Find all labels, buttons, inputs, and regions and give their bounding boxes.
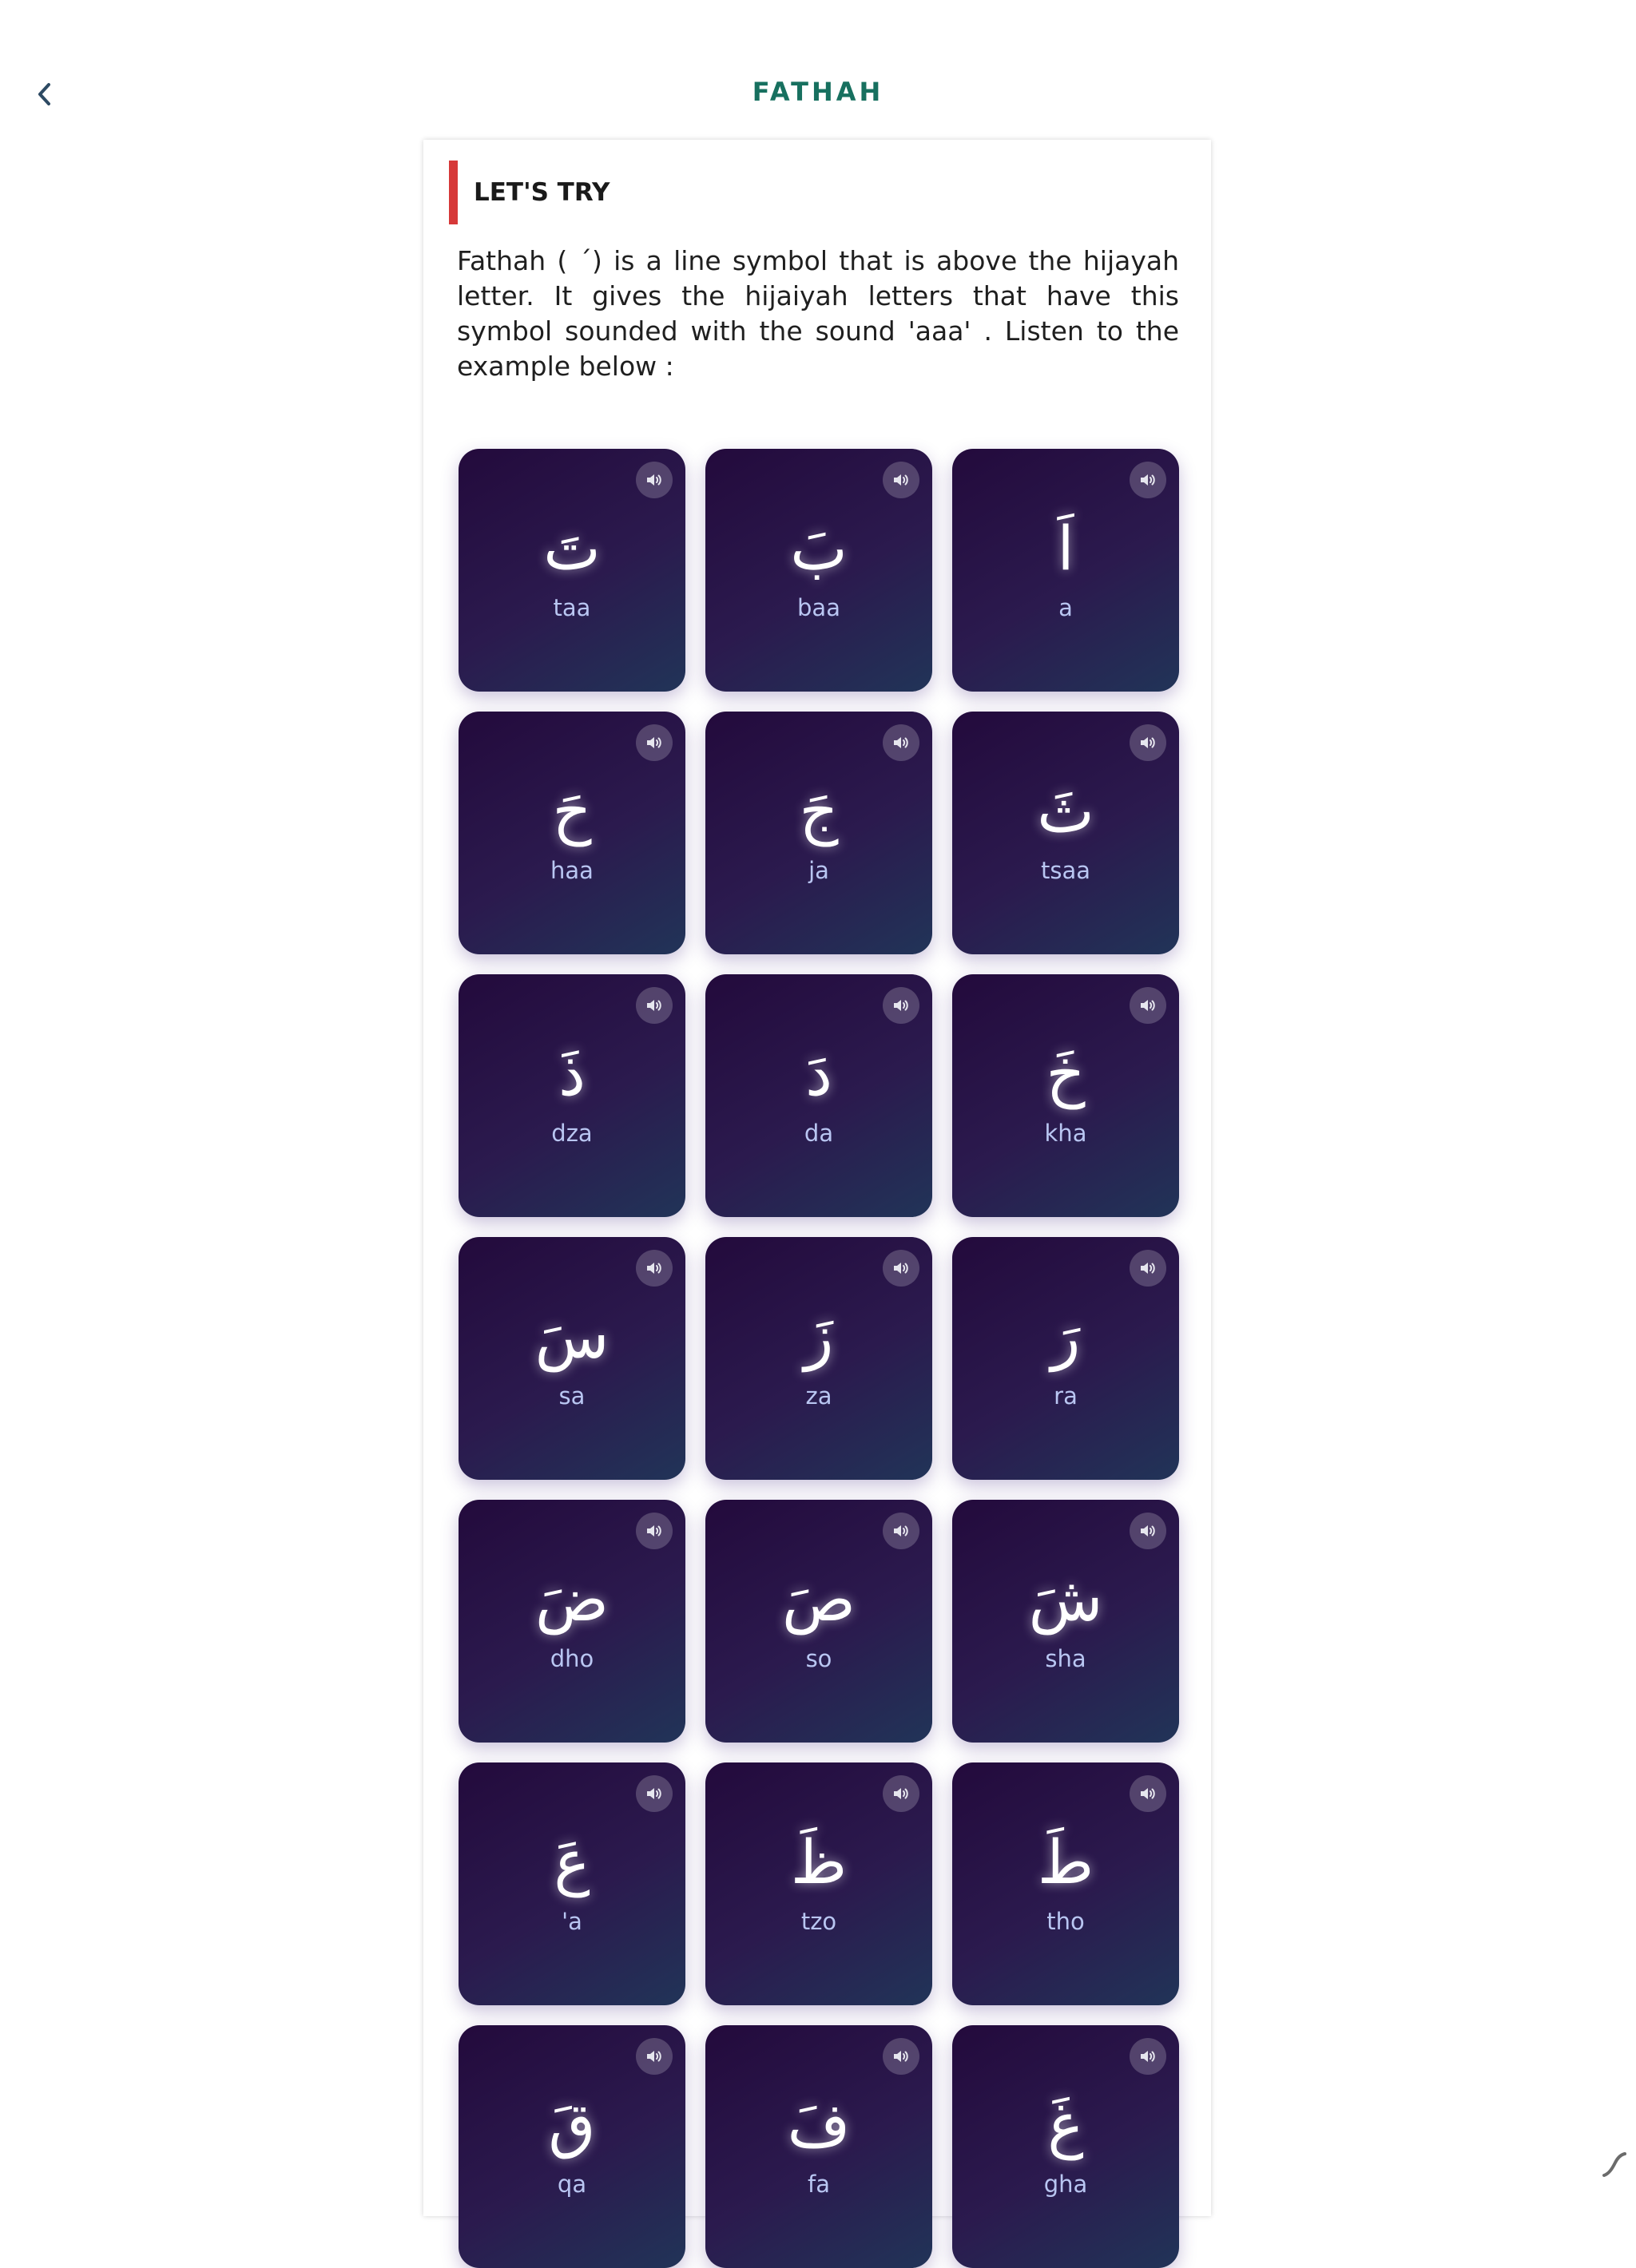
transliteration-label: ra xyxy=(1054,1382,1078,1410)
transliteration-label: so xyxy=(805,1645,832,1672)
play-audio-button[interactable] xyxy=(636,987,673,1024)
transliteration-label: gha xyxy=(1043,2171,1088,2198)
transliteration-label: baa xyxy=(797,594,840,621)
speaker-icon xyxy=(645,1259,664,1278)
arabic-letter: عَ xyxy=(554,1826,590,1897)
transliteration-label: da xyxy=(804,1120,834,1147)
arabic-letter: ثَ xyxy=(1037,775,1094,847)
letter-tile[interactable] xyxy=(705,449,932,692)
transliteration-label: ja xyxy=(808,857,829,884)
lesson-description: Fathah ( ´) is a line symbol that is above the hijayah letter. It gives the hijaiyah letters that have this symbol sounded with the sound 'aaa' . Listen to the example below : xyxy=(457,245,1179,382)
arabic-letter: ضَ xyxy=(535,1564,609,1635)
arabic-letter: غَ xyxy=(1047,2089,1084,2160)
play-audio-button[interactable] xyxy=(883,1250,919,1287)
letter-tile[interactable] xyxy=(952,449,1179,692)
letter-tile[interactable] xyxy=(459,1500,685,1743)
speaker-icon xyxy=(645,733,664,752)
letter-tile[interactable] xyxy=(705,974,932,1217)
transliteration-label: dza xyxy=(551,1120,593,1147)
letter-tile[interactable] xyxy=(459,1237,685,1480)
arabic-letter: طَ xyxy=(1037,1826,1094,1897)
speaker-icon xyxy=(645,470,664,490)
speaker-icon xyxy=(645,2047,664,2066)
arabic-letter: خَ xyxy=(1046,1038,1086,1109)
speaker-icon xyxy=(1138,470,1158,490)
transliteration-label: haa xyxy=(550,857,594,884)
transliteration-label: tho xyxy=(1046,1908,1085,1935)
speaker-icon xyxy=(1138,2047,1158,2066)
play-audio-button[interactable] xyxy=(883,462,919,498)
play-audio-button[interactable] xyxy=(636,724,673,761)
speaker-icon xyxy=(645,1784,664,1803)
letter-tile[interactable] xyxy=(459,974,685,1217)
arabic-letter: زَ xyxy=(804,1301,834,1372)
loading-spinner-icon xyxy=(1598,2147,1630,2179)
arabic-letter: قَ xyxy=(548,2089,596,2160)
arabic-letter: شَ xyxy=(1028,1564,1103,1635)
letter-tile[interactable] xyxy=(705,712,932,954)
speaker-icon xyxy=(1138,1521,1158,1540)
transliteration-label: tsaa xyxy=(1040,857,1091,884)
play-audio-button[interactable] xyxy=(1130,1775,1166,1812)
letter-tile[interactable] xyxy=(952,1762,1179,2005)
play-audio-button[interactable] xyxy=(1130,987,1166,1024)
speaker-icon xyxy=(891,2047,911,2066)
play-audio-button[interactable] xyxy=(1130,1250,1166,1287)
section-heading-label: LET'S TRY xyxy=(474,178,610,207)
play-audio-button[interactable] xyxy=(636,462,673,498)
transliteration-label: kha xyxy=(1044,1120,1087,1147)
speaker-icon xyxy=(1138,733,1158,752)
letter-tile[interactable] xyxy=(459,449,685,692)
letter-tile[interactable] xyxy=(952,712,1179,954)
transliteration-label: za xyxy=(805,1382,832,1410)
play-audio-button[interactable] xyxy=(636,2038,673,2075)
arabic-letter: تَ xyxy=(543,513,601,584)
page-title: FATHAH xyxy=(752,77,884,107)
arabic-letter: حَ xyxy=(552,775,592,847)
speaker-icon xyxy=(891,1259,911,1278)
arabic-letter: جَ xyxy=(799,775,839,847)
play-audio-button[interactable] xyxy=(883,2038,919,2075)
play-audio-button[interactable] xyxy=(636,1513,673,1549)
play-audio-button[interactable] xyxy=(636,1775,673,1812)
transliteration-label: taa xyxy=(553,594,591,621)
play-audio-button[interactable] xyxy=(883,987,919,1024)
arabic-letter: صَ xyxy=(782,1564,856,1635)
letter-tile[interactable] xyxy=(459,712,685,954)
app-header xyxy=(0,0,1636,140)
transliteration-label: dho xyxy=(550,1645,594,1672)
arabic-letter: سَ xyxy=(534,1301,610,1372)
arabic-letter: ذَ xyxy=(558,1038,586,1109)
transliteration-label: 'a xyxy=(562,1908,582,1935)
speaker-icon xyxy=(1138,1259,1158,1278)
transliteration-label: tzo xyxy=(800,1908,837,1935)
speaker-icon xyxy=(891,733,911,752)
speaker-icon xyxy=(1138,1784,1158,1803)
arabic-letter: دَ xyxy=(805,1038,832,1109)
lesson-card xyxy=(423,140,1211,2216)
speaker-icon xyxy=(1138,996,1158,1015)
transliteration-label: qa xyxy=(557,2171,587,2198)
speaker-icon xyxy=(891,996,911,1015)
arabic-letter: ظَ xyxy=(790,1826,848,1897)
transliteration-label: a xyxy=(1058,594,1073,621)
letter-tile[interactable] xyxy=(952,974,1179,1217)
letter-tile[interactable] xyxy=(705,2025,932,2268)
arabic-letter: فَ xyxy=(787,2089,851,2160)
play-audio-button[interactable] xyxy=(1130,2038,1166,2075)
play-audio-button[interactable] xyxy=(1130,462,1166,498)
letter-tile[interactable] xyxy=(459,1762,685,2005)
speaker-icon xyxy=(645,1521,664,1540)
play-audio-button[interactable] xyxy=(883,1513,919,1549)
letter-tile[interactable] xyxy=(705,1762,932,2005)
letter-tile[interactable] xyxy=(952,2025,1179,2268)
transliteration-label: sa xyxy=(558,1382,586,1410)
letter-tile[interactable] xyxy=(705,1500,932,1743)
arabic-letter: رَ xyxy=(1050,1301,1081,1372)
speaker-icon xyxy=(891,1521,911,1540)
speaker-icon xyxy=(645,996,664,1015)
letter-tile[interactable] xyxy=(952,1500,1179,1743)
arabic-letter: اَ xyxy=(1057,513,1074,584)
accent-bar xyxy=(449,161,458,224)
speaker-icon xyxy=(891,470,911,490)
letter-tile[interactable] xyxy=(705,1237,932,1480)
play-audio-button[interactable] xyxy=(883,1775,919,1812)
letter-grid xyxy=(459,449,1179,2268)
arabic-letter: بَ xyxy=(790,513,848,584)
letter-tile[interactable] xyxy=(952,1237,1179,1480)
letter-tile[interactable] xyxy=(459,2025,685,2268)
transliteration-label: sha xyxy=(1045,1645,1086,1672)
speaker-icon xyxy=(891,1784,911,1803)
play-audio-button[interactable] xyxy=(1130,724,1166,761)
section-heading xyxy=(449,161,610,224)
transliteration-label: fa xyxy=(808,2171,830,2198)
play-audio-button[interactable] xyxy=(636,1250,673,1287)
play-audio-button[interactable] xyxy=(883,724,919,761)
play-audio-button[interactable] xyxy=(1130,1513,1166,1549)
